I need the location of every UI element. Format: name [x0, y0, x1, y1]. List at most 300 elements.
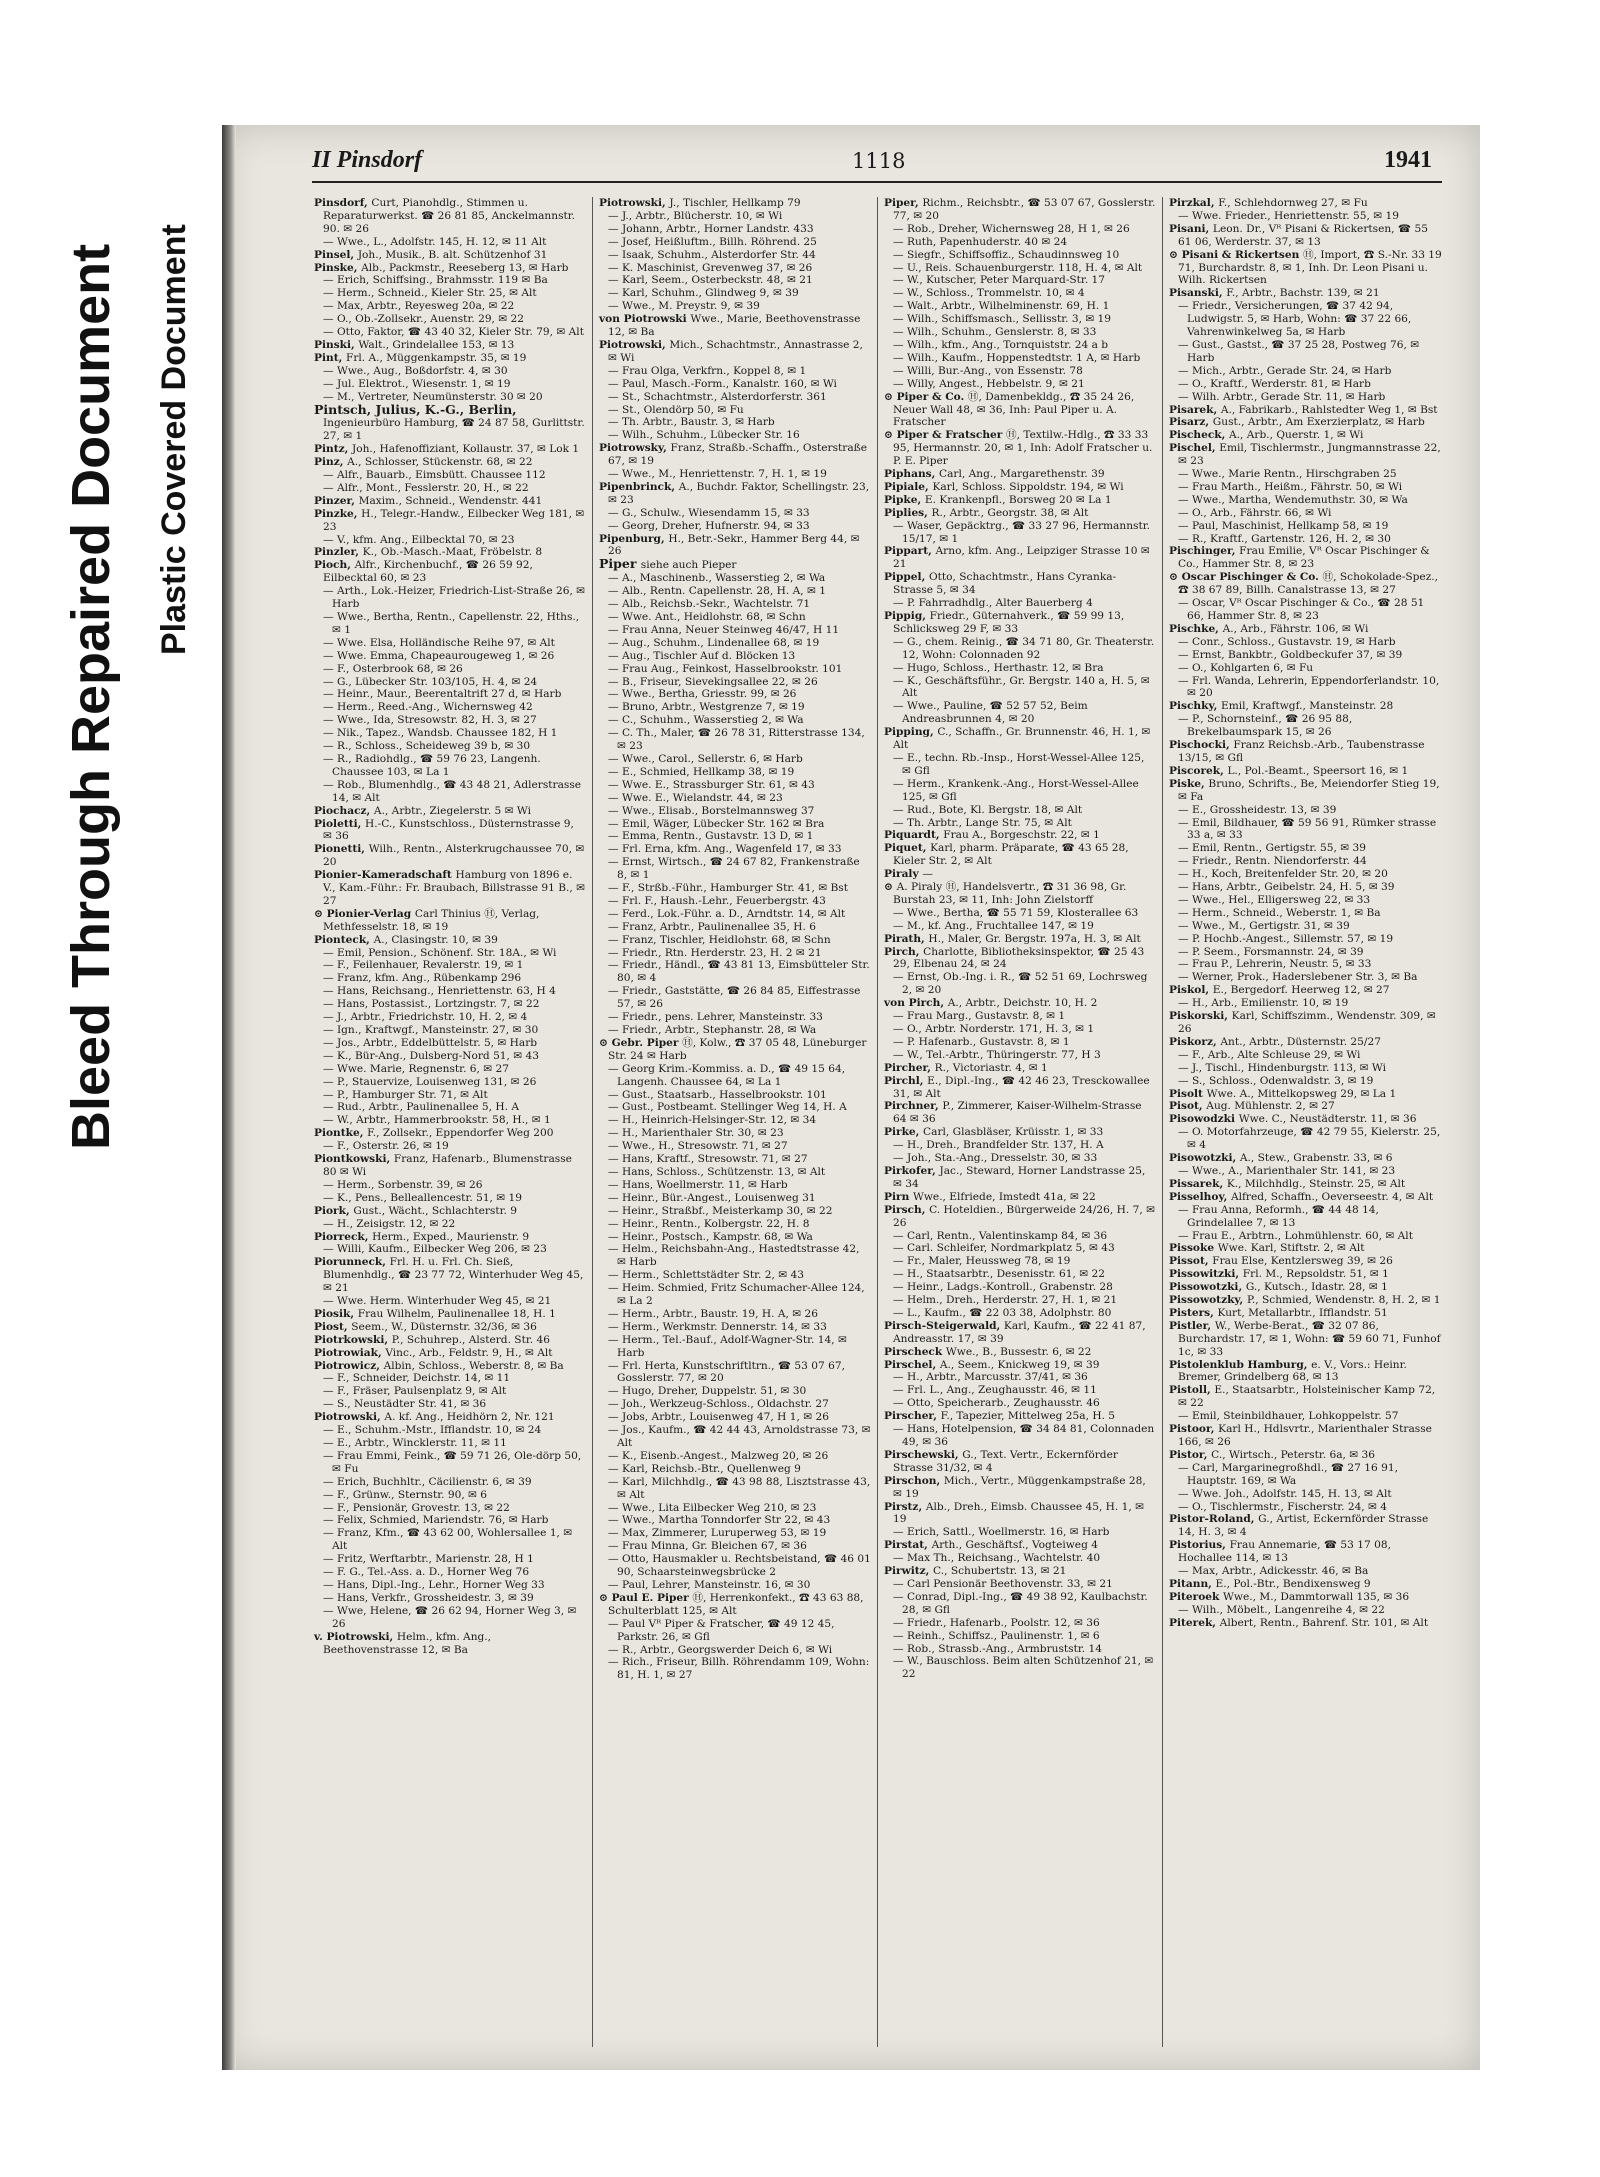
directory-entry	[599, 1618, 871, 1644]
directory-entry	[314, 869, 586, 908]
entry-details: — Franz, Arbtr., Paulinenallee 35, H. 6	[608, 920, 816, 933]
entry-details: — Heinr., Ladgs.-Kontroll., Grabenstr. 28	[893, 1281, 1113, 1294]
entry-details: — K. Maschinist, Grevenweg 37, ✉ 26	[608, 261, 813, 274]
directory-entry	[314, 559, 586, 585]
entry-details: — Max Th., Reichsang., Wachtelstr. 40	[893, 1552, 1101, 1565]
directory-columns	[308, 197, 1448, 2047]
directory-entry	[884, 1578, 1156, 1591]
directory-entry	[314, 1321, 586, 1334]
entry-name: Pissot,	[1169, 1255, 1213, 1268]
directory-entry	[314, 947, 586, 960]
entry-details: — Friedr., Gaststätte, ☎ 26 84 85, Eiffestrasse 57, ✉ 26	[608, 985, 861, 1011]
entry-details: — F., Feilenhauer, Revalerstr. 19, ✉ 1	[323, 959, 524, 972]
directory-entry	[314, 287, 586, 300]
directory-entry	[884, 1359, 1156, 1372]
entry-details: — Felix, Schmied, Mariendstr. 76, ✉ Harb	[323, 1514, 549, 1527]
entry-details: — Wwe., Ida, Stresowstr. 82, H. 3, ✉ 27	[323, 714, 537, 727]
entry-name: Pissowotzky,	[1169, 1294, 1247, 1307]
entry-details: — K., Geschäftsführ., Gr. Bergstr. 140 a, H. 5, ✉ Alt	[893, 674, 1150, 700]
directory-entry	[314, 1476, 586, 1489]
entry-details: — Herm., Sorbenstr. 39, ✉ 26	[323, 1178, 483, 1191]
entry-details: — Paul, Masch.-Form., Kanalstr. 160, ✉ Wi	[608, 377, 837, 390]
entry-details: — Wwe., Martha Tonndorfer Str 22, ✉ 43	[608, 1514, 831, 1527]
directory-entry	[314, 1385, 586, 1398]
directory-entry	[314, 456, 586, 469]
directory-entry	[884, 1397, 1156, 1410]
entry-details: Leon. Dr., Vᴿ Pisani & Rickertsen, ☎ 55 61 06, Werderstr. 37, ✉ 13	[1178, 222, 1428, 248]
directory-entry	[599, 404, 871, 417]
directory-entry	[1169, 649, 1442, 662]
directory-entry	[884, 817, 1156, 830]
directory-entry	[884, 571, 1156, 597]
directory-entry	[599, 429, 871, 442]
directory-entry	[314, 1489, 586, 1502]
directory-entry	[1169, 197, 1442, 210]
directory-entry	[314, 585, 586, 611]
bleed-through-annotation: Bleed Through Repaired Document	[61, 243, 121, 1150]
entry-name: Piskol,	[1169, 984, 1213, 997]
directory-entry	[1169, 1036, 1442, 1049]
directory-entry	[884, 1410, 1156, 1423]
directory-entry	[314, 688, 586, 701]
entry-name: Pisselhoy,	[1169, 1190, 1231, 1203]
entry-details: Emil, Tischlermstr., Jungmannstrasse 22, ✉ 23	[1178, 442, 1441, 468]
directory-entry	[599, 650, 871, 663]
entry-details: Vinc., Arb., Feldstr. 9, H., ✉ Alt	[385, 1346, 553, 1359]
directory-entry	[599, 959, 871, 985]
entry-details: — Ruth, Papenhuderstr. 40 ✉ 24	[893, 235, 1068, 248]
directory-entry	[314, 1076, 586, 1089]
entry-details: — Wwe., Marie Rentn., Hirschgraben 25	[1178, 468, 1397, 481]
entry-details: — Helm., Reichsbahn-Ang., Hastedtstrasse 42, ✉ Harb	[608, 1243, 860, 1269]
directory-entry	[884, 829, 1156, 842]
entry-name: Pistler,	[1169, 1319, 1215, 1332]
directory-entry	[1169, 545, 1442, 571]
entry-details: — Ernst, Ob.-Ing. i. R., ☎ 52 51 69, Lochrsweg 2, ✉ 20	[893, 971, 1148, 997]
entry-details: — Herm., Krankenk.-Ang., Horst-Wessel-Allee 125, ✉ Gfl	[893, 777, 1139, 803]
entry-details: Franz Reichsb.-Arb., Taubenstrasse 13/15, ✉ Gfl	[1178, 739, 1425, 764]
entry-details: — Max, Zimmerer, Luruperweg 53, ✉ 19	[608, 1527, 827, 1540]
entry-details: — H., Koch, Breitenfelder Str. 20, ✉ 20	[1178, 868, 1388, 881]
directory-entry	[1169, 1075, 1442, 1088]
entry-details: — Alfr., Bauarb., Eimsbütt. Chaussee 112	[323, 469, 546, 482]
entry-details: C., Schaffn., Gr. Brunnenstr. 46, H. 1, ✉ Alt	[893, 726, 1151, 752]
entry-name: Pischeck,	[1169, 429, 1230, 442]
entry-details: — Herm., Tel.-Bauf., Adolf-Wagner-Str. 14, ✉ Harb	[608, 1333, 847, 1359]
directory-entry	[314, 1579, 586, 1592]
entry-details: E., Pol.-Btr., Bendixensweg 9	[1215, 1577, 1371, 1590]
directory-entry	[884, 468, 1156, 481]
entry-details: — Conrad, Dipl.-Ing., ☎ 49 38 92, Kaulbachstr. 28, ✉ Gfl	[893, 1590, 1148, 1616]
entry-name: Pissowotzki,	[1169, 1281, 1246, 1294]
entry-details: — Heinr., Maur., Beerentaltrift 27 d, ✉ Harb	[323, 688, 562, 701]
directory-entry	[1169, 1204, 1442, 1230]
directory-entry	[314, 1140, 586, 1153]
entry-details: — Friedr., Versicherungen, ☎ 37 42 94, Ludwigstr. 5, ✉ Harb, Wohn: ☎ 37 22 66, Vahrenwinkelweg 5a, ✉ Harb	[1178, 300, 1412, 339]
entry-details: — Erich, Sattl., Woellmerstr. 16, ✉ Harb	[893, 1526, 1110, 1539]
directory-entry	[314, 1114, 586, 1127]
directory-entry	[884, 1565, 1156, 1578]
directory-entry	[884, 545, 1156, 571]
entry-details: — Wwe. Emma, Chapeaurougeweg 1, ✉ 26	[323, 649, 555, 662]
entry-name: Pitann,	[1169, 1577, 1216, 1590]
directory-entry	[1169, 971, 1442, 984]
entry-details: — Rob., Strassb.-Ang., Armbruststr. 14	[893, 1642, 1102, 1655]
directory-entry	[314, 326, 586, 339]
directory-column-2	[593, 197, 878, 2047]
directory-entry	[884, 881, 1156, 907]
directory-entry	[314, 1527, 586, 1553]
directory-entry	[599, 714, 871, 727]
directory-entry	[599, 236, 871, 249]
entry-name: Pioch,	[314, 559, 355, 572]
entry-name: Piork,	[314, 1204, 354, 1217]
directory-entry	[1169, 404, 1442, 417]
directory-entry	[599, 585, 871, 598]
directory-entry	[314, 818, 586, 844]
directory-entry	[314, 1372, 586, 1385]
directory-entry	[884, 339, 1156, 352]
directory-entry	[599, 1205, 871, 1218]
directory-entry	[884, 1036, 1156, 1049]
entry-details: — Frl. Herta, Kunstschriftltrn., ☎ 53 07 67, Gosslerstr. 77, ✉ 20	[608, 1359, 845, 1385]
entry-details: — Hans, Kraftf., Stresowstr. 71, ✉ 27	[608, 1153, 808, 1166]
entry-details: E., Dipl.-Ing., ☎ 42 46 23, Tresckowallee 31, ✉ Alt	[893, 1074, 1150, 1100]
entry-name: Pippart,	[884, 545, 936, 558]
entry-details: — F., Fräser, Paulsenplatz 9, ✉ Alt	[323, 1385, 507, 1398]
entry-details: — S., Schloss., Odenwaldstr. 3, ✉ 19	[1178, 1074, 1374, 1087]
entry-details: G., Kutsch., Idastr. 28, ✉ 1	[1245, 1281, 1388, 1294]
directory-entry	[884, 971, 1156, 997]
entry-details: Wwe. Karl, Stiftstr. 2, ✉ Alt	[1217, 1242, 1365, 1255]
directory-entry	[599, 1011, 871, 1024]
directory-entry	[599, 688, 871, 701]
entry-details: — C., Schuhm., Wasserstieg 2, ✉ Wa	[608, 714, 804, 727]
directory-entry	[314, 1360, 586, 1373]
entry-details: — H., Arb., Emilienstr. 10, ✉ 19	[1178, 997, 1349, 1010]
directory-entry	[599, 663, 871, 676]
directory-entry	[599, 856, 871, 882]
directory-entry	[884, 804, 1156, 817]
entry-name: Pintsch, Julius, K.-G., Berlin,	[314, 401, 517, 417]
entry-details: C. Hoteldien., Bürgerweide 24/26, H. 7, ✉ 26	[893, 1203, 1155, 1229]
entry-details: H., Maler, Gr. Bergstr. 197a, H. 3, ✉ Alt	[928, 932, 1141, 945]
entry-details: — F., Grünw., Sternstr. 90, ✉ 6	[323, 1488, 488, 1501]
entry-details: — R., Radiohdlg., ☎ 59 76 23, Langenh. Chaussee 103, ✉ La 1	[323, 752, 541, 778]
directory-entry	[1169, 868, 1442, 881]
directory-entry	[1169, 494, 1442, 507]
entry-name: Piplies,	[884, 506, 932, 519]
entry-name: Pirchner,	[884, 1100, 943, 1113]
directory-entry	[884, 1591, 1156, 1617]
directory-entry	[884, 597, 1156, 610]
entry-details: — Heinr., Bür.-Angest., Louisenweg 31	[608, 1191, 816, 1204]
entry-details: — Wwe., A., Marienthaler Str. 141, ✉ 23	[1178, 1164, 1396, 1177]
entry-details: — Friedr., Hafenarb., Poolstr. 12, ✉ 36	[893, 1616, 1100, 1629]
directory-entry	[599, 1514, 871, 1527]
directory-entry	[1169, 1062, 1442, 1075]
entry-name: Piotrowsky,	[599, 442, 671, 455]
entry-details: — Frau Anna, Reformh., ☎ 44 48 14, Grindelallee 7, ✉ 13	[1178, 1203, 1379, 1229]
directory-entry	[884, 1100, 1156, 1126]
directory-entry	[599, 1024, 871, 1037]
directory-entry	[599, 339, 871, 365]
entry-details: Alfr., Kirchenbuchf., ☎ 26 59 92, Eilbecktal 60, ✉ 23	[323, 559, 533, 585]
directory-entry	[599, 985, 871, 1011]
entry-details: — Gust., Gastst., ☎ 37 25 28, Postweg 76, ✉ Harb	[1178, 338, 1420, 364]
directory-entry	[314, 1192, 586, 1205]
entry-details: — S., Neustädter Str. 41, ✉ 36	[323, 1398, 487, 1411]
entry-details: — Helm., Dreh., Herderstr. 27, H. 1, ✉ 21	[893, 1294, 1118, 1307]
directory-entry	[1169, 894, 1442, 907]
directory-entry	[1169, 1423, 1442, 1449]
directory-entry	[884, 1139, 1156, 1152]
directory-entry	[599, 533, 871, 559]
entry-name: ⊙ Pisani & Rickertsen	[1169, 248, 1303, 261]
entry-details: — Jobs, Arbtr., Louisenweg 47, H 1, ✉ 26	[608, 1411, 829, 1424]
entry-details: — A., Maschinenb., Wasserstieg 2, ✉ Wa	[608, 572, 826, 585]
entry-details: Mich., Schachtmstr., Annastrasse 2, ✉ Wi	[608, 338, 863, 364]
directory-entry	[599, 313, 871, 339]
directory-entry	[599, 1540, 871, 1553]
directory-entry	[884, 933, 1156, 946]
entry-details: A. Piraly Ⓗ, Handelsvertr., ☎ 31 36 98, Gr. Burstah 23, ✉ 11, Inh: John Zielstorff	[893, 881, 1127, 906]
directory-entry	[1169, 713, 1442, 739]
entry-details: — Heinr., Rentn., Kolbergstr. 22, H. 8	[608, 1217, 810, 1230]
directory-entry	[314, 934, 586, 947]
entry-details: — Frau Anna, Neuer Steinweg 46/47, H 11	[608, 623, 840, 636]
entry-details: — Carl Pensionär Beethovenstr. 33, ✉ 21	[893, 1577, 1113, 1590]
directory-entry	[884, 778, 1156, 804]
directory-entry	[1169, 571, 1442, 597]
directory-entry	[1169, 1488, 1442, 1501]
entry-details: — Wwe., Elisab., Borstelmannsweg 37	[608, 804, 815, 817]
directory-entry	[599, 274, 871, 287]
directory-entry	[314, 676, 586, 689]
directory-entry	[599, 1502, 871, 1515]
entry-name: Pisters,	[1169, 1306, 1218, 1319]
directory-entry	[314, 1256, 586, 1295]
directory-entry	[1169, 481, 1442, 494]
directory-entry	[599, 792, 871, 805]
entry-name: Piraly	[884, 868, 923, 881]
entry-name: Piskorski,	[1169, 1010, 1232, 1023]
entry-details: — Wilh., Kaufm., Hoppenstedtstr. 1 A, ✉ Harb	[893, 351, 1141, 364]
entry-details: — Heim. Schmied, Fritz Schumacher-Allee 124, ✉ La 2	[608, 1282, 865, 1308]
directory-entry	[884, 1010, 1156, 1023]
directory-entry	[884, 1630, 1156, 1643]
entry-name: ⊙ Oscar Pischinger & Co.	[1169, 571, 1323, 584]
entry-details: A., Buchdr. Faktor, Schellingstr. 23, ✉ 23	[608, 480, 870, 506]
entry-name: Piteroek	[1169, 1590, 1224, 1603]
entry-name: Pionetti,	[314, 843, 369, 856]
directory-entry	[314, 908, 586, 934]
entry-details: — Wwe. E., Wielandstr. 44, ✉ 23	[608, 791, 783, 804]
entry-details: — Franz, Kfm., ☎ 43 62 00, Wohlersallee 1, ✉ Alt	[323, 1527, 573, 1553]
directory-entry	[884, 868, 1156, 881]
entry-details: Karl, Schiffszimm., Wendenstr. 309, ✉ 26	[1178, 1010, 1436, 1035]
directory-entry	[884, 287, 1156, 300]
entry-details: W., Werbe-Berat., ☎ 32 07 86, Burchardstr. 17, ✉ 1, Wohn: ☎ 59 60 71, Funhof 1c, ✉ 33	[1178, 1319, 1441, 1358]
directory-entry	[1169, 1088, 1442, 1101]
entry-details: — Paul, Lehrer, Mansteinstr. 16, ✉ 30	[608, 1578, 811, 1591]
directory-entry	[1169, 287, 1442, 300]
entry-name: v. Piotrowski,	[314, 1630, 397, 1643]
entry-details: — Wwe., Lita Eilbecker Weg 210, ✉ 23	[608, 1501, 817, 1514]
directory-entry	[314, 1024, 586, 1037]
directory-entry	[599, 1644, 871, 1657]
entry-name: Pisanski,	[1169, 287, 1227, 300]
entry-name: Pirschewski,	[884, 1448, 963, 1461]
entry-details: — E., Arbtr., Wincklerstr. 11, ✉ 11	[323, 1437, 507, 1449]
directory-entry	[1169, 1462, 1442, 1488]
directory-entry	[1169, 842, 1442, 855]
entry-name: Piskorz,	[1169, 1035, 1221, 1048]
entry-details: A., Arb., Fährstr. 106, ✉ Wi	[1222, 622, 1369, 635]
directory-entry	[1169, 223, 1442, 249]
directory-entry	[314, 197, 586, 236]
directory-entry	[314, 727, 586, 740]
directory-entry	[599, 1179, 871, 1192]
entry-details: A., Arb., Querstr. 1, ✉ Wi	[1229, 429, 1364, 442]
entry-details: — Wwe., Carol., Sellerstr. 6, ✉ Harb	[608, 752, 803, 765]
directory-entry	[314, 1411, 586, 1424]
directory-entry	[884, 326, 1156, 339]
directory-entry	[599, 727, 871, 753]
directory-entry	[599, 1037, 871, 1063]
entry-details: — Wwe., Bertha, Rentn., Capellenstr. 22, Hths., ✉ 1	[323, 611, 580, 636]
entry-details: — Herm., Werkmstr. Dennerstr. 14, ✉ 33	[608, 1320, 827, 1333]
entry-details: — Erich, Schiffsing., Brahmsstr. 119 ✉ Ba	[323, 274, 548, 287]
entry-details: Karl, Kaufm., ☎ 22 41 87, Andreasstr. 17, ✉ 39	[893, 1319, 1146, 1345]
entry-details: G., Text. Vertr., Eckernförder Strasse 31/32, ✉ 4	[893, 1448, 1118, 1474]
entry-name: Piotrkowski,	[314, 1333, 392, 1346]
directory-entry	[599, 934, 871, 947]
entry-details: Alfred, Schaffn., Oeverseestr. 4, ✉ Alt	[1230, 1190, 1434, 1203]
directory-entry	[599, 1476, 871, 1502]
entry-details: — P. Fahrradhdlg., Alter Bauerberg 4	[893, 597, 1093, 610]
entry-name: Pint,	[314, 351, 346, 364]
directory-entry	[1169, 1359, 1442, 1385]
directory-entry	[314, 1101, 586, 1114]
directory-entry	[314, 1127, 586, 1140]
entry-details: R., Arbtr., Georgstr. 38, ✉ Alt	[931, 506, 1089, 519]
directory-entry	[599, 391, 871, 404]
entry-name: Pirsch-Steigerwald,	[884, 1319, 1004, 1332]
page-header	[312, 145, 1442, 183]
directory-entry	[884, 1281, 1156, 1294]
directory-entry	[1169, 1565, 1442, 1578]
directory-entry	[1169, 700, 1442, 713]
directory-entry	[1169, 533, 1442, 546]
entry-details: — U., Reis. Schauenburgerstr. 118, H. 4, ✉ Alt	[893, 261, 1143, 274]
directory-entry	[314, 1153, 586, 1179]
entry-details: — Ernst, Wirtsch., ☎ 24 67 82, Frankenstraße 8, ✉ 1	[608, 856, 860, 882]
directory-entry	[1169, 597, 1442, 623]
entry-details: — W., Tel.-Arbtr., Thüringerstr. 77, H 3	[893, 1048, 1101, 1061]
entry-details: C., Schubertstr. 13, ✉ 21	[933, 1565, 1067, 1578]
entry-details: — Heinr., Straßbf., Meisterkamp 30, ✉ 22	[608, 1204, 833, 1217]
entry-name: Pistoll,	[1169, 1384, 1215, 1397]
directory-entry	[1169, 946, 1442, 959]
entry-details: — Wwe. Marie, Regnenstr. 6, ✉ 27	[323, 1062, 510, 1075]
entry-name: Pipenbrinck,	[599, 480, 679, 493]
directory-entry	[599, 637, 871, 650]
entry-details: H., Telegr.-Handw., Eilbecker Weg 181, ✉ 23	[323, 507, 585, 533]
entry-details: — Carl. Schleifer, Nordmarkplatz 5, ✉ 43	[893, 1242, 1115, 1255]
entry-name: Piost,	[314, 1320, 352, 1333]
directory-entry	[599, 520, 871, 533]
entry-details: — Karl, Seem., Osterbeckstr. 48, ✉ 21	[608, 274, 813, 287]
entry-details: — K., Eisenb.-Angest., Malzweg 20, ✉ 26	[608, 1449, 829, 1462]
directory-entry	[314, 714, 586, 727]
entry-details: Ⓗ, Kolw., ☎ 37 05 48, Lüneburger Str. 24 ✉ Harb	[608, 1036, 867, 1062]
directory-entry	[314, 972, 586, 985]
directory-entry	[1169, 907, 1442, 920]
entry-details: — Bruno, Arbtr., Westgrenze 7, ✉ 19	[608, 701, 805, 714]
directory-entry	[314, 236, 586, 249]
entry-details: — H., Dreh., Brandfelder Str. 137, H. A	[893, 1139, 1104, 1152]
entry-details: Franz, Straßb.-Schaffn., Osterstraße 67, ✉ 19	[608, 442, 868, 468]
entry-details: Richm., Reichsbtr., ☎ 53 07 67, Gosslerstr. 77, ✉ 20	[893, 197, 1156, 222]
directory-entry	[884, 1191, 1156, 1204]
entry-name: Piscorek,	[1169, 764, 1228, 777]
entry-details: — M., Vertreter, Neumünsterstr. 30 ✉ 20	[323, 390, 543, 403]
directory-entry	[314, 1514, 586, 1527]
directory-entry	[314, 495, 586, 508]
entry-details: — Ferd., Lok.-Führ. a. D., Arndtstr. 14, ✉ Alt	[608, 907, 846, 920]
plastic-covered-annotation: Plastic Covered Document	[155, 224, 193, 655]
entry-details: — Frl. Erna, kfm. Ang., Wagenfeld 17, ✉ 33	[608, 843, 842, 856]
entry-details: — H., Zeisigstr. 12, ✉ 22	[323, 1217, 456, 1230]
directory-entry	[1169, 1113, 1442, 1126]
entry-details: — Erich, Buchhltr., Cäcilienstr. 6, ✉ 39	[323, 1475, 532, 1488]
entry-details: — Wwe., M., Gertigstr. 31, ✉ 39	[1178, 919, 1350, 932]
directory-entry	[884, 1242, 1156, 1255]
entry-details: Aug. Mühlenstr. 2, ✉ 27	[1206, 1100, 1335, 1113]
directory-entry	[599, 779, 871, 792]
entry-details: — Alfr., Mont., Fesslerstr. 20, H., ✉ 22	[323, 481, 529, 494]
directory-entry	[314, 1231, 586, 1244]
directory-entry	[314, 313, 586, 326]
entry-name: Pisarek,	[1169, 403, 1221, 416]
directory-entry	[884, 1346, 1156, 1359]
directory-entry	[1169, 675, 1442, 701]
directory-entry	[599, 1398, 871, 1411]
entry-name: Piontke,	[314, 1127, 368, 1140]
entry-details: — M., kf. Ang., Fruchtallee 147, ✉ 19	[893, 919, 1094, 932]
entry-details: — W., Bauschloss. Beim alten Schützenhof 21, ✉ 22	[893, 1655, 1154, 1681]
entry-details: G., Artist, Eckernförder Strasse 14, H. 3, ✉ 4	[1178, 1513, 1429, 1539]
entry-name: Pirscher,	[884, 1410, 941, 1423]
directory-entry	[1169, 507, 1442, 520]
directory-entry	[884, 391, 1156, 430]
directory-entry	[599, 1218, 871, 1231]
entry-details: — Frl. L., Ang., Zeughausstr. 46, ✉ 11	[893, 1384, 1097, 1397]
entry-details: — Gust., Postbeamt. Stellinger Weg 14, H. A	[608, 1101, 847, 1114]
entry-details: Bruno, Schrifts., Be, Meiendorfer Stieg 19, ✉ Fa	[1178, 777, 1440, 803]
directory-entry	[599, 1579, 871, 1592]
entry-details: — Hans, Verkfr., Grossheidestr. 3, ✉ 39	[323, 1591, 534, 1604]
entry-name: Piske,	[1169, 777, 1209, 790]
entry-details: — O., Kraftf., Werderstr. 81, ✉ Harb	[1178, 377, 1371, 390]
entry-details: — Wilh., Schiffsmasch., Sellisstr. 3, ✉ 19	[893, 313, 1112, 326]
entry-details: — Paul, Maschinist, Hellkamp 58, ✉ 19	[1178, 519, 1389, 532]
directory-entry	[1169, 636, 1442, 649]
directory-entry	[599, 676, 871, 689]
directory-entry	[884, 520, 1156, 546]
entry-details: — Rich., Friseur, Billh. Röhrendamm 109, Wohn: 81, H. 1, ✉ 27	[608, 1656, 870, 1682]
